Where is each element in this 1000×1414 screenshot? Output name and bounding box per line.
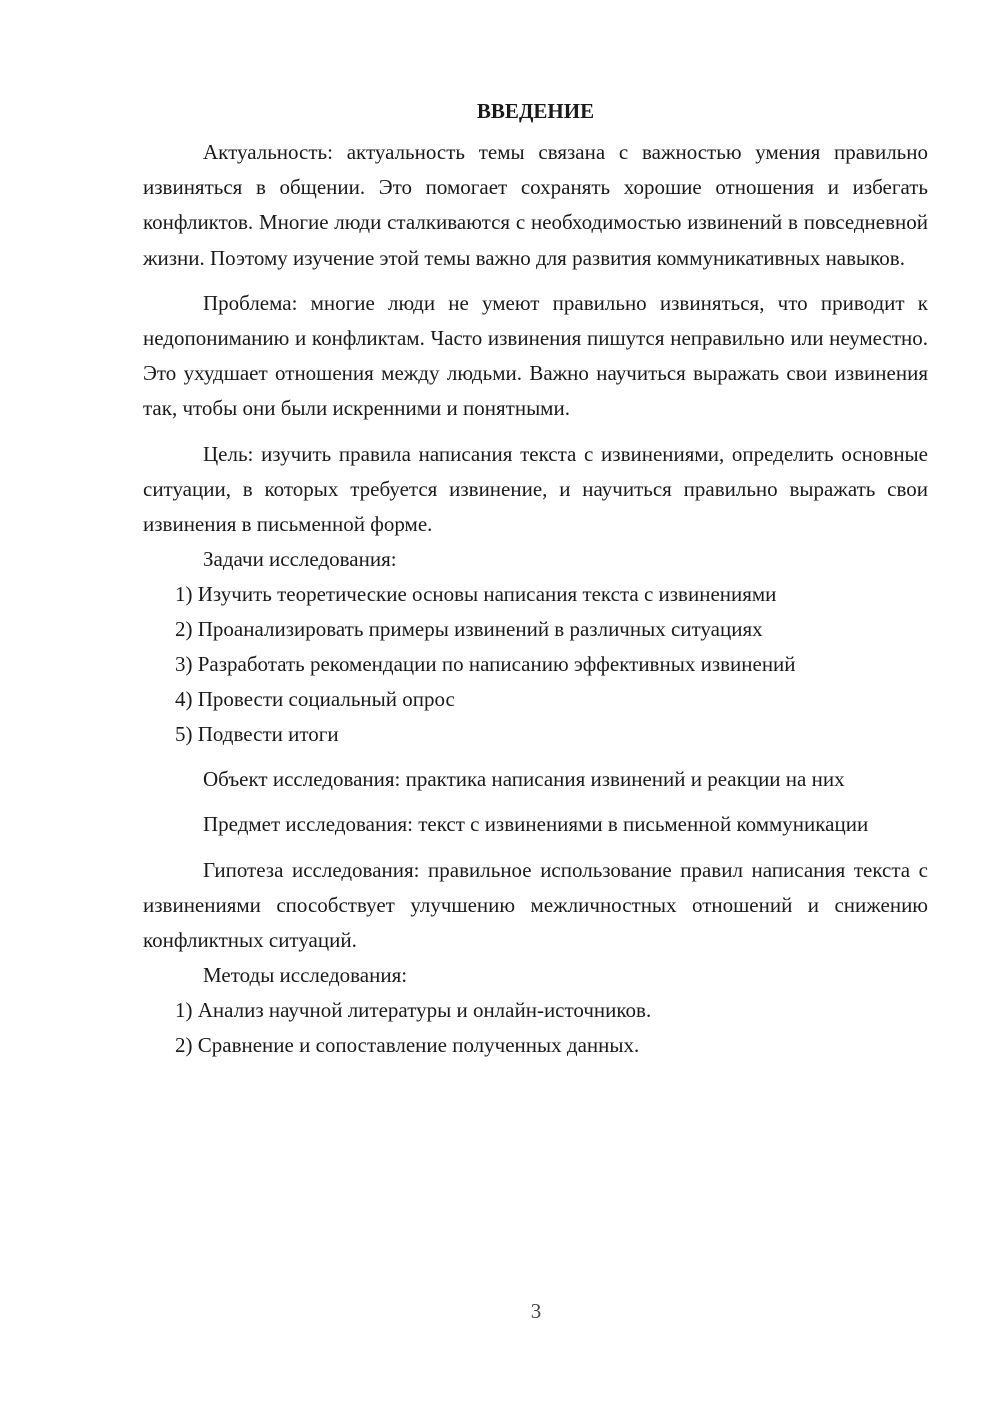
- section-heading: ВВЕДЕНИЕ: [476, 99, 595, 123]
- list-item: 1) Изучить теоретические основы написания текста с извинениями: [175, 582, 777, 607]
- list-item: 2) Сравнение и сопоставление полученных данных.: [175, 1033, 640, 1058]
- problem-paragraph: Проблема: многие люди не умеют правильно извиняться, что приводит к недопониманию и конфликтам. Часто извинения пишутся неправильно или неуместно. Это ухудшает отношения между людьми. Важно научиться выражать свои извинения так, чтобы они были искренними и понятными.: [143, 290, 928, 421]
- list-item: 1) Анализ научной литературы и онлайн-источников.: [175, 998, 652, 1023]
- tasks-list: [143, 577, 928, 752]
- relevance-paragraph: Актуальность: актуальность темы связана с важностью умения правильно извиняться в общении. Это помогает сохранять хорошие отношения и избегать конфликтов. Многие люди сталкиваются с необходимостью извинений в повседневной жизни. Поэтому изучение этой темы важно для развития коммуникативных навыков.: [143, 140, 928, 270]
- goal-paragraph: Цель: изучить правила написания текста с извинениями, определить основные ситуации, в которых требуется извинение, и научиться правильно выражать свои извинения в письменной форме.: [143, 441, 928, 537]
- subject-paragraph: Предмет исследования: текст с извинениями в письменной коммуникации: [203, 812, 869, 837]
- list-item: 2) Проанализировать примеры извинений в различных ситуациях: [175, 617, 763, 642]
- list-item: 5) Подвести итоги: [175, 722, 339, 747]
- page-content: [143, 96, 928, 1063]
- object-paragraph: Объект исследования: практика написания извинений и реакции на них: [203, 767, 845, 792]
- methods-list: [143, 993, 928, 1063]
- list-item: 3) Разработать рекомендации по написанию эффективных извинений: [175, 652, 796, 677]
- list-item: 4) Провести социальный опрос: [175, 687, 455, 712]
- tasks-label: Задачи исследования:: [203, 547, 397, 572]
- page-number: 3: [530, 1299, 542, 1323]
- methods-label: Методы исследования:: [203, 963, 408, 988]
- hypothesis-paragraph: Гипотеза исследования: правильное использование правил написания текста с извинениями способствует улучшению межличностных отношений и снижению конфликтных ситуаций.: [143, 857, 928, 953]
